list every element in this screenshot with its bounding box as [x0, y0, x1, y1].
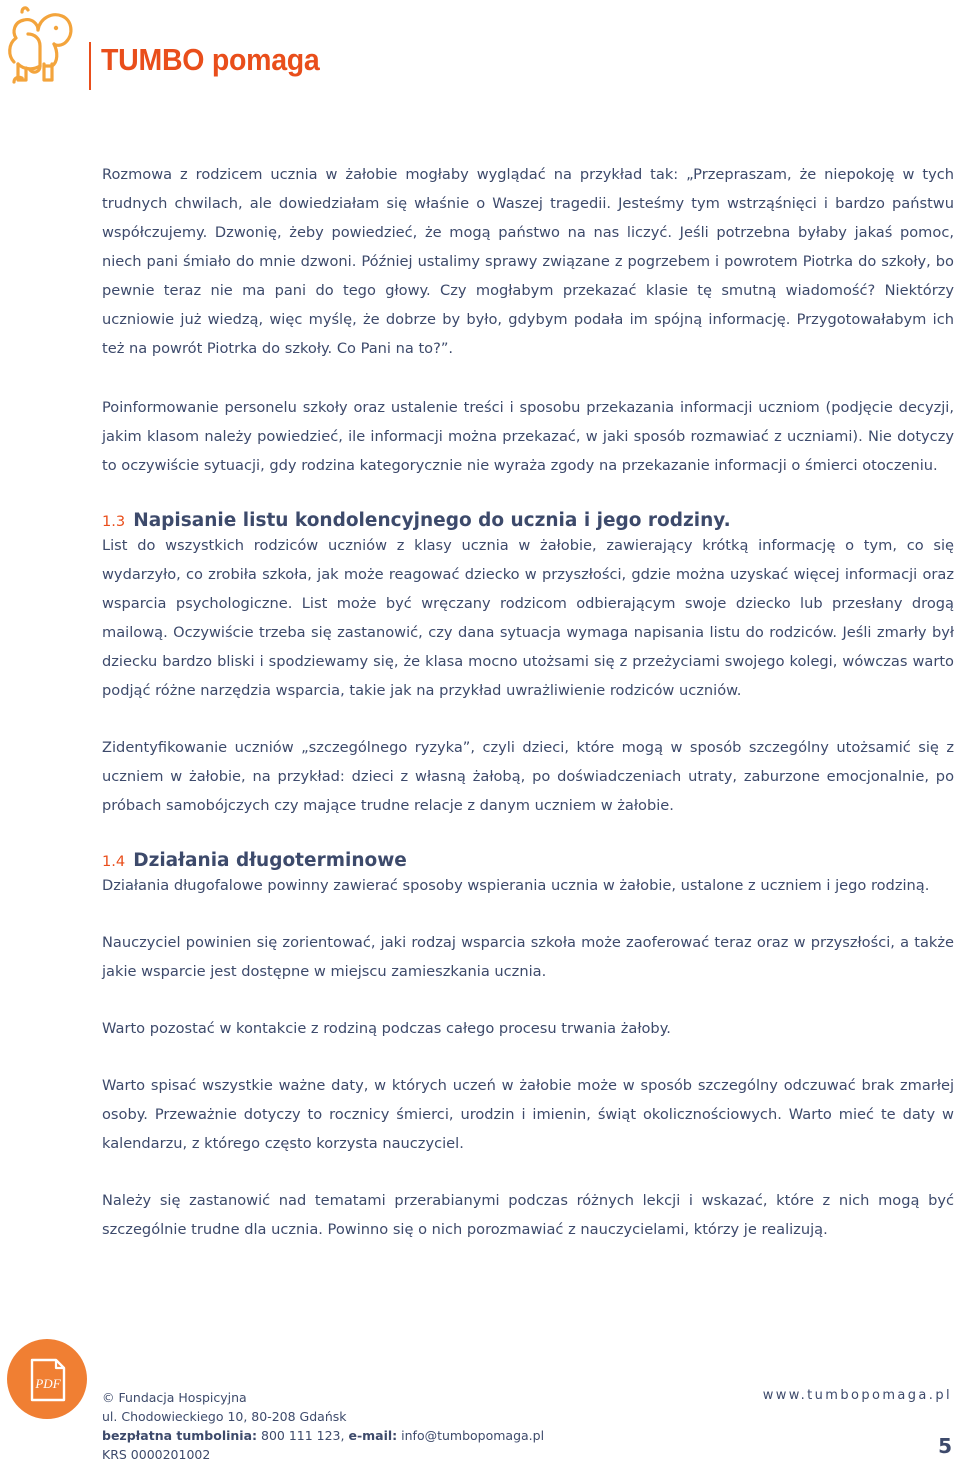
pdf-label: PDF: [35, 1376, 61, 1391]
section-number: 1.3: [102, 513, 126, 530]
paragraph-difficult-topics: Należy się zastanowić nad tematami przerabianymi podczas różnych lekcji i wskazać, które z nich mogą być szczególnie trudne dla ucznia. Powinno się o nich porozmawiać z nauczycielami, którzy je realizują.: [102, 1192, 954, 1238]
paragraph-teacher-orientation: Nauczyciel powinien się zorientować, jaki rodzaj wsparcia szkoła może zaoferować teraz oraz w przyszłości, a także jakie wsparcie jest dostępne w miejscu zamieszkania ucznia.: [102, 934, 954, 980]
page-footer: [0, 1330, 960, 1460]
section-heading-1-3: [102, 510, 954, 531]
section-title: Działania długoterminowe: [133, 850, 407, 871]
footer-website: www.tumbopomaga.pl: [762, 1388, 952, 1403]
brand-name: TUMBO pomaga: [101, 42, 320, 77]
footer-address: ul. Chodowieckiego 10, 80-208 Gdańsk: [102, 1409, 347, 1424]
logo-divider: [89, 42, 91, 90]
paragraph-long-term-actions: Działania długofalowe powinny zawierać sposoby wspierania ucznia w żałobie, ustalone z uczniem i jego rodziną.: [102, 877, 930, 894]
pdf-icon: [6, 1338, 88, 1420]
footer-krs: KRS 0000201002: [102, 1447, 211, 1462]
section-heading-1-4: [102, 850, 954, 871]
phone-number: 800 111 123,: [257, 1428, 349, 1443]
paragraph-conversation-example: Rozmowa z rodzicem ucznia w żałobie mogłaby wyglądać na przykład tak: „Przepraszam, że niepokoję w tych trudnych chwilach, ale dowiedziałam się właśnie o Waszej tragedii. Jesteśmy tym wstrząśnięci i bardzo państwu współczujemy. Dzwonię, żeby powiedzieć, że mogą państwo na nas liczyć. Jeśli potrzebna byłaby jakaś pomoc, niech pani śmiało do mnie dzwoni. Później ustalimy sprawy związane z pogrzebem i powrotem Piotrka do szkoły, bo pewnie teraz nie ma pani do tego głowy. Czy mogłabym przekazać klasie tę smutną wiadomość? Niektórzy uczniowie już wiedzą, więc myślę, że dobrze by było, gdybym podała im spójną informację. Przygotowałabym ich też na powrót Piotrka do szkoły. Co Pani na to?”.: [102, 166, 954, 357]
phone-label: bezpłatna tumbolinia:: [102, 1428, 258, 1443]
email-label: e-mail:: [348, 1428, 398, 1443]
footer-contact: [102, 1388, 544, 1464]
paragraph-letter-to-parents: List do wszystkich rodziców uczniów z klasy ucznia w żałobie, zawierający krótką informację o tym, co się wydarzyło, co zrobiła szkoła, jak może reagować dziecko w przyszłości, gdzie można uzyskać więcej informacji oraz wsparcia psychologiczne. List może być wręczany rodzicom odbierającym swoje dziecko lub przesłany drogą mailową. Oczywiście trzeba się zastanowić, czy dana sytuacja wymaga napisania listu do rodziców. Jeśli zmarły był dziecku bardzo bliski i spodziewamy się, że klasa mocno utożsami się z przeżyciami swojego kolegi, wówczas warto podjąć różne narzędzia wsparcia, takie jak na przykład uwrażliwienie rodziców uczniów.: [102, 537, 954, 699]
footer-org: © Fundacja Hospicyjna: [102, 1390, 247, 1405]
page-number: 5: [938, 1434, 952, 1458]
page-header: [0, 0, 960, 100]
section-number: 1.4: [102, 853, 126, 870]
email-address: info@tumbopomaga.pl: [397, 1428, 545, 1443]
footer-phone-line: [102, 1426, 544, 1445]
elephant-icon: [4, 4, 76, 90]
paragraph-risk-students: Zidentyfikowanie uczniów „szczególnego ryzyka”, czyli dzieci, które mogą w sposób szczególny utożsamić się z uczniem w żałobie, na przykład: dzieci z własną żałobą, po doświadczeniach utraty, zaburzone emocjonalnie, po próbach samobójczych czy mające trudne relacje z danym uczniem w żałobie.: [102, 739, 954, 814]
main-content: [102, 160, 954, 1244]
paragraph-inform-staff: Poinformowanie personelu szkoły oraz ustalenie treści i sposobu przekazania informacji uczniom (podjęcie decyzji, jakim klasom należy powiedzieć, ile informacji można przekazać, w jaki sposób rozmawiać z uczniami). Nie dotyczy to oczywiście sytuacji, gdy rodzina kategorycznie nie wyraża zgody na przekazanie informacji o śmierci otoczeniu.: [102, 399, 954, 474]
paragraph-important-dates: Warto spisać wszystkie ważne daty, w których uczeń w żałobie może w sposób szczególny odczuwać brak zmarłej osoby. Przeważnie dotyczy to rocznicy śmierci, urodzin i imienin, świąt okolicznościowych. Warto mieć te daty w kalendarzu, z którego często korzysta nauczyciel.: [102, 1077, 954, 1152]
paragraph-stay-in-contact: Warto pozostać w kontakcie z rodziną podczas całego procesu trwania żałoby.: [102, 1020, 671, 1037]
section-title: Napisanie listu kondolencyjnego do ucznia i jego rodziny.: [133, 510, 731, 531]
